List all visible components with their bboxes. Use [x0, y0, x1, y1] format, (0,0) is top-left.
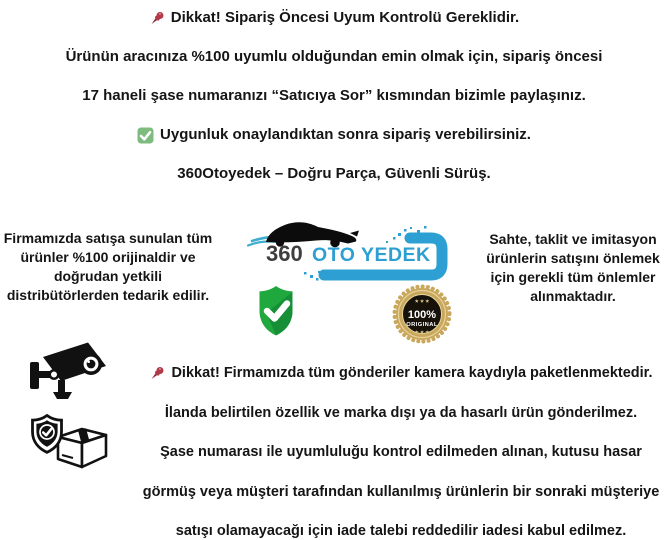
- notice-text: Ürünün aracınıza %100 uyumlu olduğundan emin olmak için, sipariş öncesi: [65, 48, 603, 65]
- anti-counterfeit-line: ürünlerin satışını önlemek: [486, 250, 660, 266]
- originality-line: doğrudan yetkili: [53, 268, 163, 284]
- green-check-icon: [137, 127, 154, 144]
- originality-line: ürünler %100 orijinaldir ve: [20, 249, 196, 265]
- badge-stars-top: ★ ★ ★: [414, 298, 430, 304]
- notice-text: Uygunluk onaylandıktan sonra sipariş verebilirsiniz.: [160, 126, 531, 143]
- 360-oto-yedek-logo: [238, 218, 456, 348]
- notice-line: [160, 442, 642, 462]
- notice-line: [149, 363, 652, 383]
- pushpin-icon: [149, 10, 165, 27]
- originality-line: distribütörlerden tedarik edilir.: [6, 287, 210, 303]
- logo-name-text: OTO YEDEK: [312, 244, 431, 266]
- badge-percent-text: 100%: [407, 309, 437, 321]
- notice-text: Şase numarası ile uyumluluğu kontrol edilmeden alınan, kutusu hasar: [160, 444, 642, 460]
- pushpin-icon: [149, 365, 165, 382]
- original-badge-icon: [395, 287, 450, 342]
- badge-original-text: ORIGINAL: [406, 322, 438, 328]
- anti-counterfeit-text-block: [473, 230, 668, 306]
- notice-line: [137, 125, 531, 145]
- notice-line: [149, 8, 519, 28]
- notice-text: İlanda belirtilen özellik ve marka dışı ya da hasarlı ürün gönderilmez.: [164, 404, 638, 421]
- logo-number-text: 360: [266, 241, 303, 266]
- badge-stars-bottom: ★ ★ ★: [414, 329, 430, 335]
- originality-text-block: [0, 229, 216, 305]
- notice-line: [176, 521, 626, 540]
- brand-slogan-text: 360Otoyedek – Doğru Parça, Güvenli Sürüş.: [177, 165, 491, 182]
- notice-line: [165, 403, 637, 423]
- notice-text: Dikkat! Sipariş Öncesi Uyum Kontrolü Gereklidir.: [170, 9, 520, 26]
- notice-line: [177, 164, 490, 184]
- top-notice-block: [0, 8, 668, 184]
- shipping-notice-block: [134, 363, 668, 540]
- anti-counterfeit-line: için gerekli tüm önlemler: [490, 269, 656, 285]
- notice-text: Dikkat! Firmamızda tüm gönderiler kamera kaydıyla paketlenmektedir.: [171, 365, 653, 381]
- package-protection-icon: [26, 412, 114, 472]
- notice-line: [66, 47, 603, 67]
- shield-check-icon: [260, 286, 293, 336]
- notice-text: görmüş veya müşteri tarafından kullanılmış ürünlerin bir sonraki müşteriye: [142, 483, 660, 500]
- originality-line: Firmamızda satışa sunulan tüm: [3, 230, 213, 246]
- notice-line: [82, 86, 586, 106]
- anti-counterfeit-line: Sahte, taklit ve imitasyon: [489, 231, 657, 247]
- anti-counterfeit-line: alınmaktadır.: [530, 288, 616, 304]
- notice-text: 17 haneli şase numaranızı “Satıcıya Sor” kısmından bizimle paylaşınız.: [82, 87, 586, 104]
- cctv-camera-icon: [28, 341, 116, 403]
- notice-line: [143, 482, 660, 502]
- notice-text: satışı olamayacağı için iade talebi reddedilir iadesi kabul edilmez.: [175, 523, 627, 539]
